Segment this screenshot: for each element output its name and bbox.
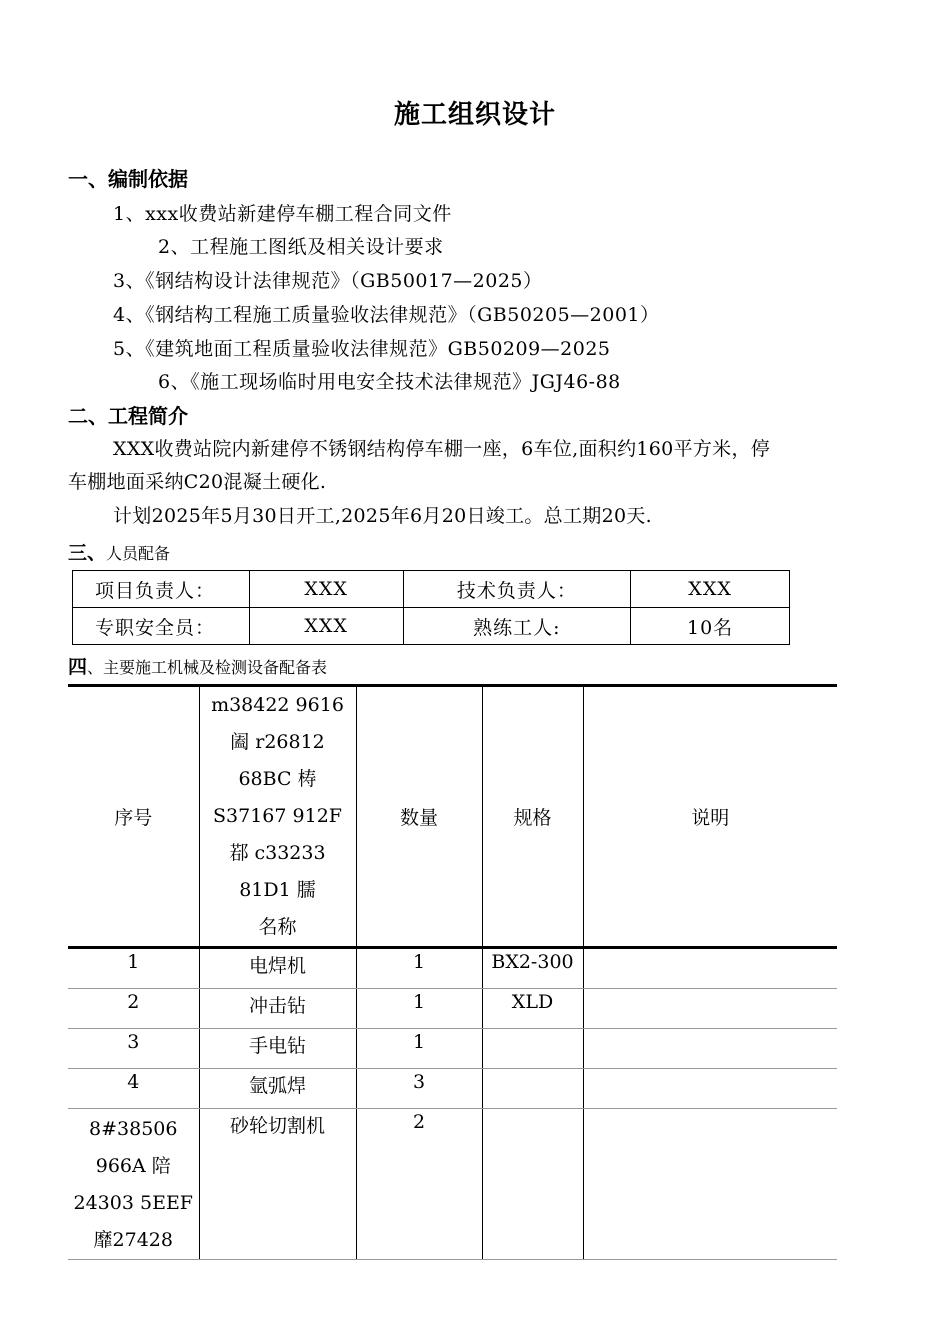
cell-notes (583, 1069, 837, 1109)
header-name-line: 名称 (258, 916, 297, 938)
schedule-paragraph: 计划2025年5月30日开工,2025年6月20日竣工。总工期20天. (113, 505, 652, 527)
overview-paragraph-line1: XXX收费站院内新建停不锈钢结构停车棚一座，6车位,面积约160平方米，停 (113, 438, 771, 460)
header-quantity: 数量 (356, 686, 482, 948)
table-row (68, 1029, 837, 1069)
table-row (68, 989, 837, 1029)
section4-heading-number: 四 (68, 656, 88, 678)
section3-heading-number: 三、 (68, 542, 107, 564)
cell-number: 1 (68, 948, 199, 989)
cell-quantity: 1 (356, 1029, 482, 1069)
header-notes: 说明 (583, 686, 837, 948)
cell-number: 4 (68, 1069, 199, 1109)
staff-label: 技术负责人： (403, 571, 631, 608)
header-name-line: m38422 9616 (211, 694, 344, 716)
cell-quantity: 1 (356, 989, 482, 1029)
equipment-table (68, 684, 837, 1260)
basis-item-6: 6、《施工现场临时用电安全技术法律规范》JGJ46-88 (158, 371, 621, 393)
cell-name: 手电钻 (199, 1029, 356, 1069)
cell-quantity: 1 (356, 948, 482, 989)
header-number: 序号 (68, 686, 199, 948)
cell-spec (482, 1109, 583, 1260)
staff-value: XXX (249, 608, 403, 645)
cell-notes (583, 948, 837, 989)
section4-heading-text: 、主要施工机械及检测设备配备表 (87, 658, 328, 677)
header-name-line: 鄀 c33233 (229, 842, 326, 864)
staff-value: 10名 (631, 608, 790, 645)
cell-name: 电焊机 (199, 948, 356, 989)
cell-name: 氩弧焊 (199, 1069, 356, 1109)
table-row (68, 948, 837, 989)
cell-number (68, 1109, 199, 1260)
section1-heading: 一、编制依据 (68, 167, 188, 191)
cell-quantity: 3 (356, 1069, 482, 1109)
basis-item-2: 2、工程施工图纸及相关设计要求 (158, 236, 444, 258)
header-name-line: 81D1 臑 (239, 879, 316, 901)
section3-heading-text: 人员配备 (106, 544, 171, 563)
staff-label: 熟练工人: (403, 608, 631, 645)
table-row (73, 608, 790, 645)
cell-number: 3 (68, 1029, 199, 1069)
header-name-line: S37167 912F (213, 805, 342, 827)
staff-label: 项目负责人： (73, 571, 250, 608)
cell-notes (583, 1109, 837, 1260)
basis-item-3: 3、《钢结构设计法律规范》（GB50017—2025） (113, 270, 543, 292)
table-row (73, 571, 790, 608)
section4-heading (68, 652, 327, 679)
page-title: 施工组织设计 (393, 100, 556, 130)
cell-notes (583, 989, 837, 1029)
header-spec: 规格 (482, 686, 583, 948)
basis-item-5: 5、《建筑地面工程质量验收法律规范》GB50209—2025 (113, 338, 611, 360)
cell-number: 2 (68, 989, 199, 1029)
table-row (68, 1069, 837, 1109)
cell-spec (482, 1069, 583, 1109)
cell-name: 冲击钻 (199, 989, 356, 1029)
header-name-line: 阖 r26812 (230, 731, 325, 753)
basis-item-4: 4、《钢结构工程施工质量验收法律规范》（GB50205—2001） (113, 304, 660, 326)
cell-spec: BX2-300 (482, 948, 583, 989)
cell-number-line: 24303 5EEF (73, 1192, 193, 1214)
staff-label: 专职安全员： (73, 608, 250, 645)
table-header-row (68, 686, 837, 948)
header-name (199, 686, 356, 948)
staffing-table (72, 570, 790, 645)
staff-value: XXX (249, 571, 403, 608)
cell-quantity: 2 (356, 1109, 482, 1260)
basis-item-1: 1、xxx收费站新建停车棚工程合同文件 (113, 203, 452, 225)
staff-value: XXX (631, 571, 790, 608)
overview-paragraph-line2: 车棚地面采纳C20混凝土硬化. (68, 471, 327, 493)
cell-notes (583, 1029, 837, 1069)
cell-name: 砂轮切割机 (199, 1109, 356, 1260)
section3-heading (68, 538, 170, 565)
cell-number-line: 966A 陪 (95, 1155, 171, 1177)
cell-spec: XLD (482, 989, 583, 1029)
section2-heading: 二、工程简介 (68, 404, 188, 428)
cell-number-line: 靡27428 (93, 1229, 173, 1251)
cell-number-line: 8#38506 (89, 1118, 178, 1140)
header-name-line: 68BC 梼 (238, 768, 317, 790)
cell-spec (482, 1029, 583, 1069)
table-row (68, 1109, 837, 1260)
